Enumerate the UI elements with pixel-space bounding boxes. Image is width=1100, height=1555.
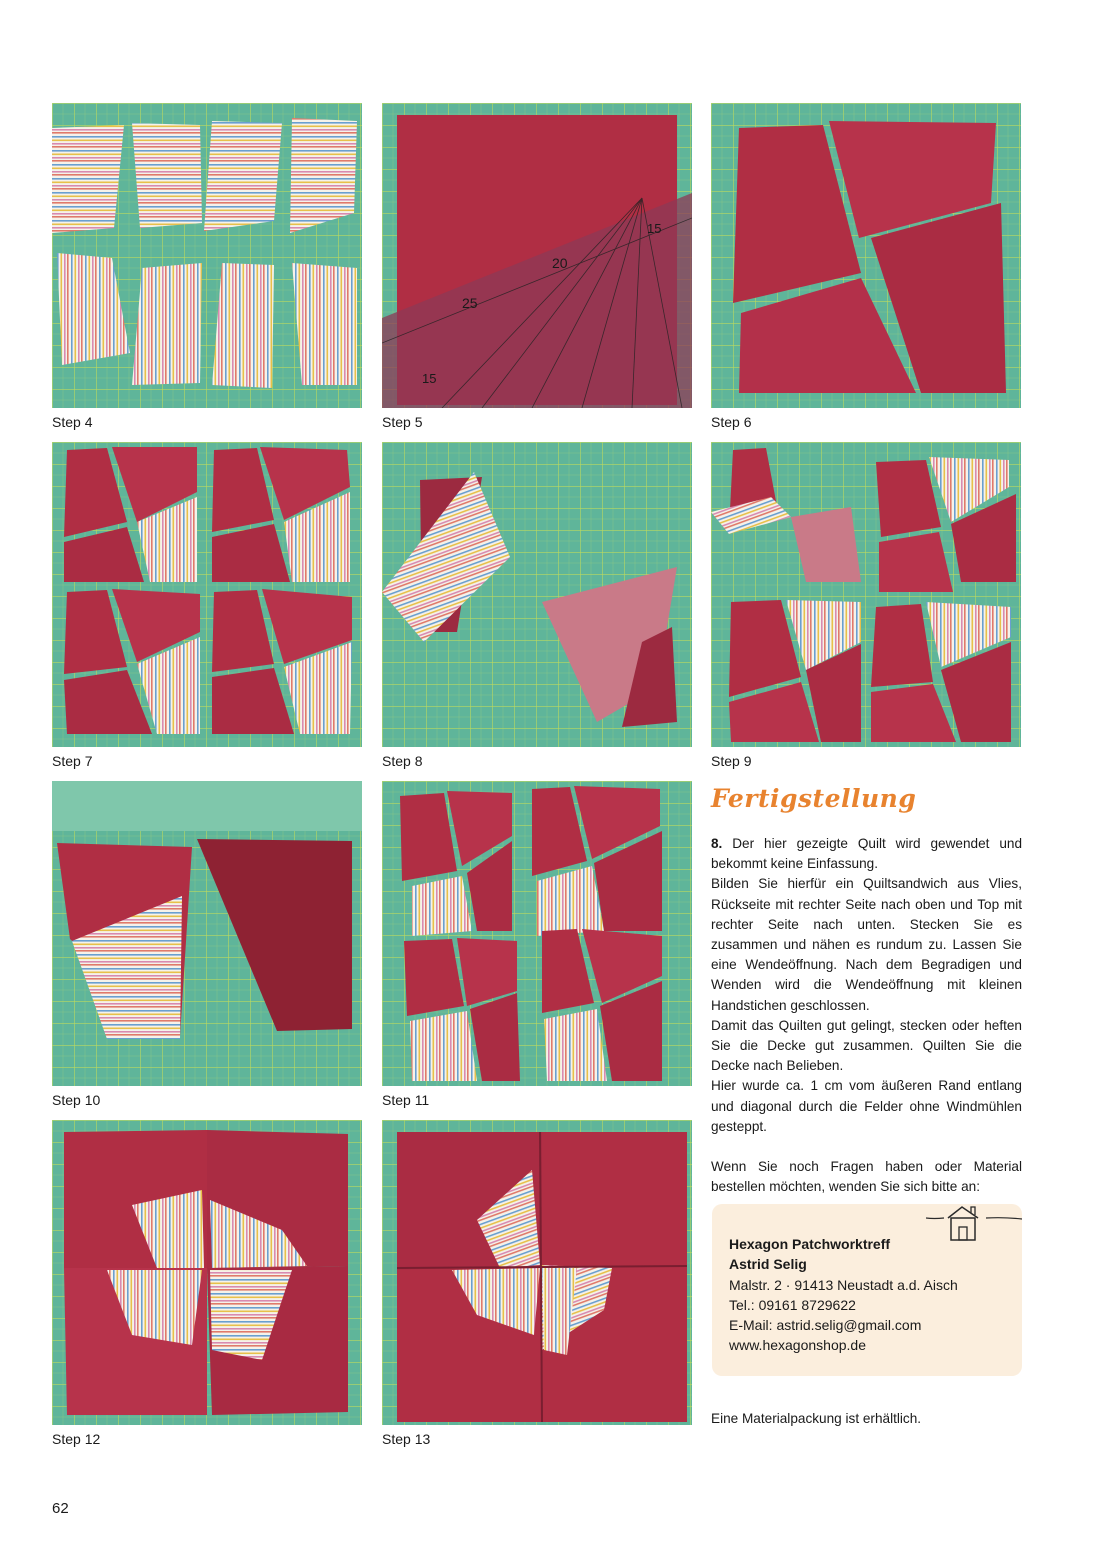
caption-step4: Step 4 <box>52 414 93 430</box>
step5-photo <box>382 103 692 408</box>
paragraph-5: Wenn Sie noch Fragen haben oder Material bestellen möchten, wenden Sie sich bitte an: <box>711 1159 1022 1195</box>
contact-email: E-Mail: astrid.selig@gmail.com <box>729 1317 922 1334</box>
step9-photo <box>711 442 1021 747</box>
step-number: 8. <box>711 836 723 851</box>
step6-photo <box>711 103 1021 408</box>
step12-photo <box>52 1120 362 1425</box>
caption-step10: Step 10 <box>52 1092 101 1108</box>
caption-step11: Step 11 <box>382 1092 430 1108</box>
paragraph-1-text: Der hier gezeigte Quilt wird gewendet und bekommt keine Einfassung. <box>711 836 1023 872</box>
contact-name: Astrid Selig <box>729 1256 807 1273</box>
paragraph-4: Hier wurde ca. 1 cm vom äußeren Rand entlang und diagonal durch die Felder ohne Windmühlen gesteppt. <box>711 1078 1022 1134</box>
caption-step12: Step 12 <box>52 1431 101 1447</box>
instructions-text <box>711 834 1022 1197</box>
contact-details <box>729 1234 958 1356</box>
step13-photo <box>382 1120 692 1425</box>
caption-step6: Step 6 <box>711 414 752 430</box>
ruler-mark-20: 20 <box>552 255 568 271</box>
caption-step7: Step 7 <box>52 753 93 769</box>
ruler-mark-25: 25 <box>462 295 478 311</box>
contact-phone: Tel.: 09161 8729622 <box>729 1296 856 1313</box>
page-number: 62 <box>52 1500 69 1517</box>
caption-step9: Step 9 <box>711 753 752 769</box>
caption-step13: Step 13 <box>382 1431 431 1447</box>
caption-step5: Step 5 <box>382 414 423 430</box>
contact-address: Malstr. 2 · 91413 Neustadt a.d. Aisch <box>729 1276 958 1293</box>
ruler-mark-15-lower: 15 <box>422 371 437 386</box>
step8-photo <box>382 442 692 747</box>
step7-photo <box>52 442 362 747</box>
step11-photo <box>382 781 692 1086</box>
step4-photo <box>52 103 362 408</box>
paragraph-2: Bilden Sie hierfür ein Quiltsandwich aus Vlies, Rückseite mit rechter Seite nach oben und Top mit rechter Seite nach unten. Stecken Sie es zusammen und nähen es rundum zu. Lassen Sie eine Wendeöffnung. Nach dem Begradigen und Wenden wird die Wendeöffnung mit kleinen Handstichen geschlossen. <box>711 876 1022 1013</box>
contact-company: Hexagon Patchworktreff <box>729 1236 891 1252</box>
paragraph-1 <box>711 834 1022 874</box>
step10-photo <box>52 781 362 1086</box>
section-heading: Fertigstellung <box>711 784 917 813</box>
contact-box <box>712 1204 1022 1376</box>
contact-website: www.hexagonshop.de <box>729 1337 866 1354</box>
paragraph-3: Damit das Quilten gut gelingt, stecken oder heften Sie die Decke gut zusammen. Quilten Sie die Decke nach Belieben. <box>711 1017 1022 1074</box>
ruler-mark-15: 15 <box>647 221 662 236</box>
caption-step8: Step 8 <box>382 753 423 769</box>
material-note: Eine Materialpackung ist erhältlich. <box>711 1411 922 1426</box>
